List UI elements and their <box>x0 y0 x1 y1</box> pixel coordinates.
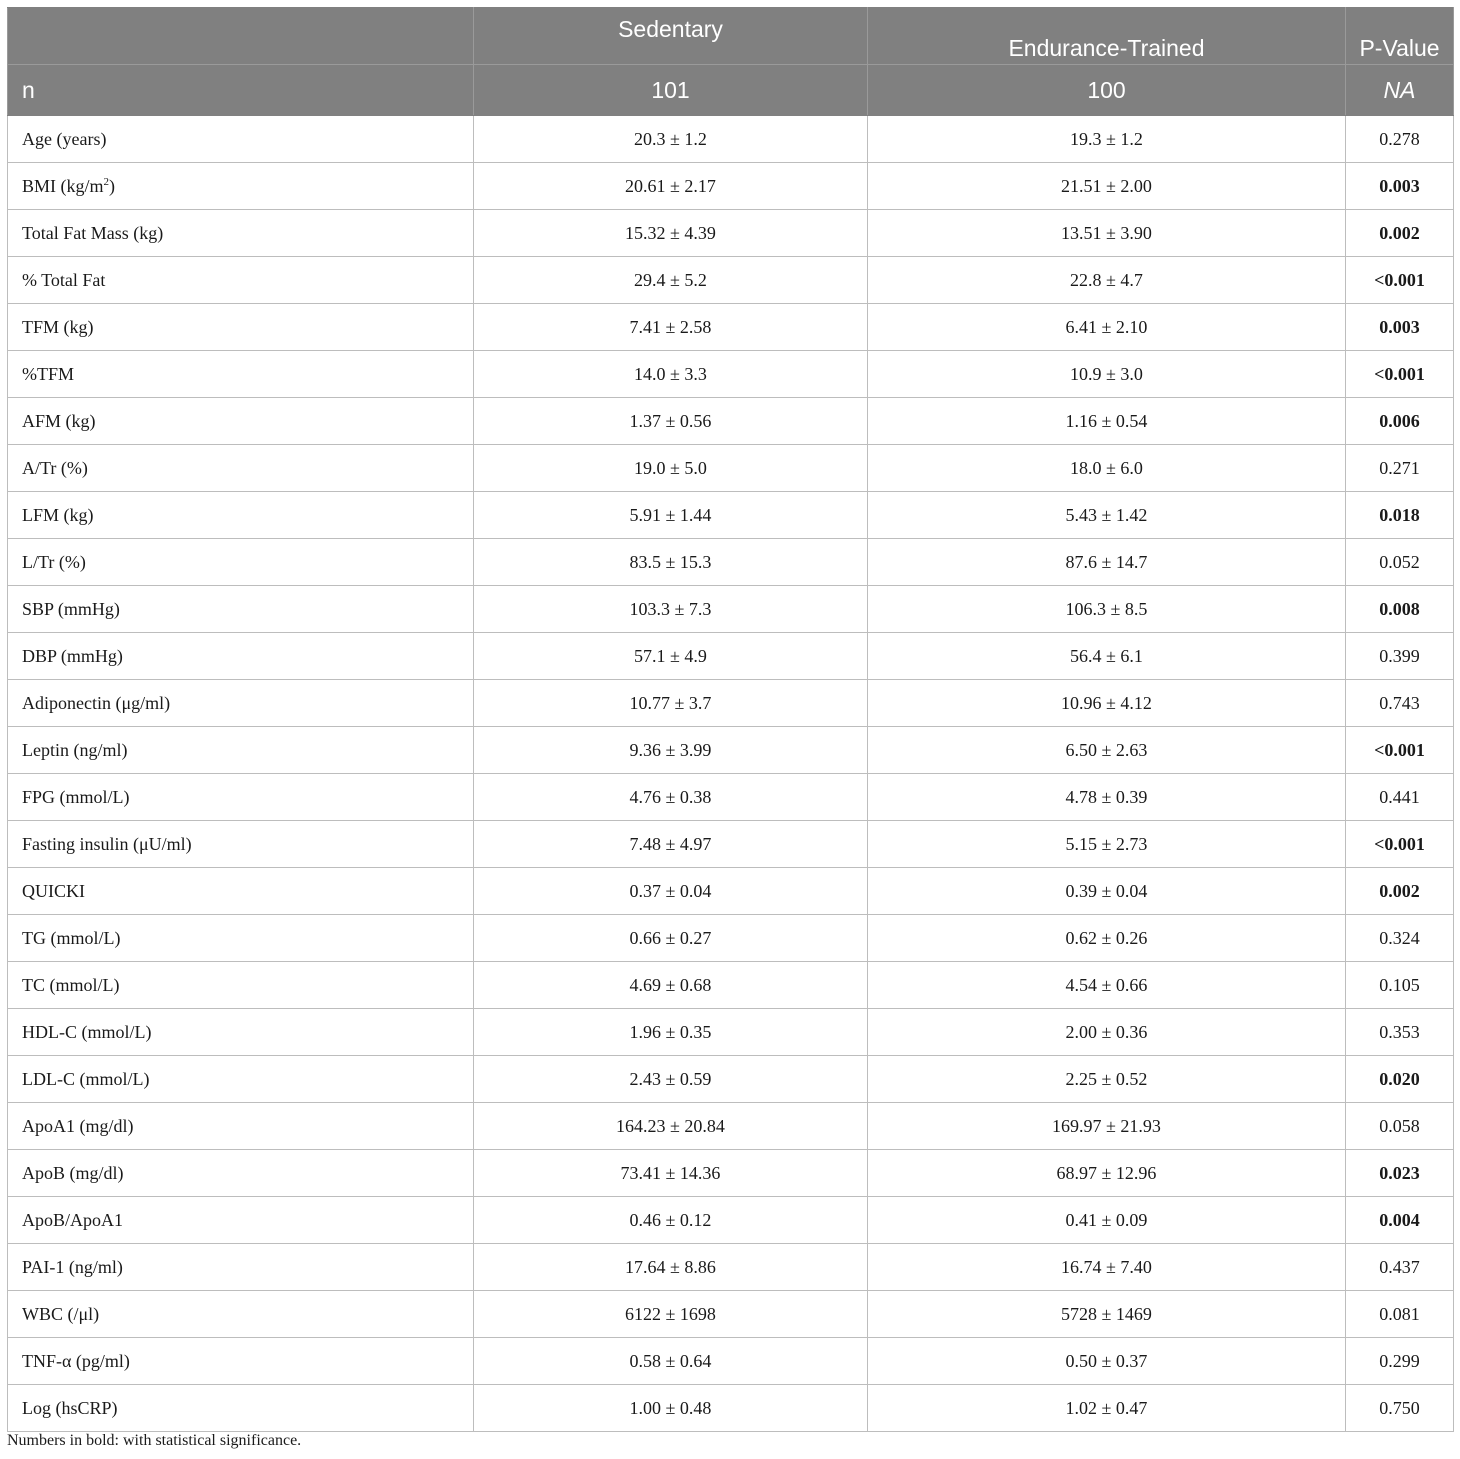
row-label <box>8 727 474 774</box>
p-value: <0.001 <box>1346 821 1454 868</box>
row-label-text: PAI-1 (ng/ml) <box>22 1256 123 1277</box>
row-label-text: FPG (mmol/L) <box>22 786 130 807</box>
endurance-trained-value: 22.8 ± 4.7 <box>868 257 1346 304</box>
sedentary-value: 10.77 ± 3.7 <box>474 680 868 727</box>
row-label-text: A/Tr (%) <box>22 457 88 478</box>
data-table-container <box>7 7 1453 1432</box>
table-row <box>8 398 1454 445</box>
row-label <box>8 1291 474 1338</box>
endurance-trained-value: 21.51 ± 2.00 <box>868 163 1346 210</box>
sedentary-value: 103.3 ± 7.3 <box>474 586 868 633</box>
row-label <box>8 539 474 586</box>
header-p-value: P-Value <box>1346 8 1454 65</box>
table-row <box>8 1291 1454 1338</box>
row-label <box>8 257 474 304</box>
p-value: 0.002 <box>1346 210 1454 257</box>
endurance-trained-value: 0.50 ± 0.37 <box>868 1338 1346 1385</box>
sedentary-value: 0.66 ± 0.27 <box>474 915 868 962</box>
endurance-trained-value: 5.43 ± 1.42 <box>868 492 1346 539</box>
table-row <box>8 492 1454 539</box>
endurance-trained-value: 1.16 ± 0.54 <box>868 398 1346 445</box>
row-label-text: Leptin (ng/ml) <box>22 739 128 760</box>
sedentary-value: 4.76 ± 0.38 <box>474 774 868 821</box>
table-row <box>8 1197 1454 1244</box>
sedentary-value: 19.0 ± 5.0 <box>474 445 868 492</box>
row-label-text: LFM (kg) <box>22 504 94 525</box>
row-label-text: QUICKI <box>22 880 85 901</box>
row-label <box>8 1338 474 1385</box>
row-label-text: TNF-α (pg/ml) <box>22 1350 130 1371</box>
p-value: 0.002 <box>1346 868 1454 915</box>
p-value: 0.023 <box>1346 1150 1454 1197</box>
table-row <box>8 1338 1454 1385</box>
row-label <box>8 1103 474 1150</box>
row-label-text: ApoA1 (mg/dl) <box>22 1115 134 1136</box>
table-row <box>8 680 1454 727</box>
row-label <box>8 1009 474 1056</box>
endurance-trained-value: 5728 ± 1469 <box>868 1291 1346 1338</box>
row-label-text: %TFM <box>22 363 75 384</box>
n-p-value: NA <box>1346 65 1454 116</box>
comparison-table <box>7 7 1454 1432</box>
table-row <box>8 868 1454 915</box>
sedentary-value: 5.91 ± 1.44 <box>474 492 868 539</box>
p-value: 0.058 <box>1346 1103 1454 1150</box>
n-label: n <box>8 65 474 116</box>
sedentary-value: 0.58 ± 0.64 <box>474 1338 868 1385</box>
p-value: 0.105 <box>1346 962 1454 1009</box>
sedentary-value: 9.36 ± 3.99 <box>474 727 868 774</box>
sedentary-value: 1.00 ± 0.48 <box>474 1385 868 1432</box>
table-row <box>8 586 1454 633</box>
row-label-text: BMI (kg/m <box>22 175 104 196</box>
table-row <box>8 774 1454 821</box>
p-value: 0.008 <box>1346 586 1454 633</box>
row-label <box>8 633 474 680</box>
row-label-text: HDL-C (mmol/L) <box>22 1021 152 1042</box>
table-row <box>8 1150 1454 1197</box>
sedentary-value: 7.48 ± 4.97 <box>474 821 868 868</box>
endurance-trained-value: 87.6 ± 14.7 <box>868 539 1346 586</box>
table-row <box>8 116 1454 163</box>
table-body <box>8 116 1454 1432</box>
p-value: 0.750 <box>1346 1385 1454 1432</box>
p-value: 0.003 <box>1346 163 1454 210</box>
sedentary-value: 0.46 ± 0.12 <box>474 1197 868 1244</box>
endurance-trained-value: 0.41 ± 0.09 <box>868 1197 1346 1244</box>
row-label <box>8 445 474 492</box>
row-label <box>8 680 474 727</box>
row-label <box>8 1056 474 1103</box>
table-row <box>8 257 1454 304</box>
row-label-text: SBP (mmHg) <box>22 598 120 619</box>
sedentary-value: 29.4 ± 5.2 <box>474 257 868 304</box>
endurance-trained-value: 2.25 ± 0.52 <box>868 1056 1346 1103</box>
sedentary-value: 15.32 ± 4.39 <box>474 210 868 257</box>
row-label <box>8 774 474 821</box>
sedentary-value: 0.37 ± 0.04 <box>474 868 868 915</box>
endurance-trained-value: 5.15 ± 2.73 <box>868 821 1346 868</box>
endurance-trained-value: 4.54 ± 0.66 <box>868 962 1346 1009</box>
row-label <box>8 398 474 445</box>
p-value: 0.020 <box>1346 1056 1454 1103</box>
row-label-text: TFM (kg) <box>22 316 94 337</box>
header-sedentary: Sedentary <box>474 8 868 65</box>
row-label <box>8 962 474 1009</box>
sedentary-value: 1.96 ± 0.35 <box>474 1009 868 1056</box>
table-row <box>8 727 1454 774</box>
row-label-text: TC (mmol/L) <box>22 974 120 995</box>
table-row <box>8 539 1454 586</box>
sedentary-value: 14.0 ± 3.3 <box>474 351 868 398</box>
p-value: 0.399 <box>1346 633 1454 680</box>
n-row <box>8 65 1454 116</box>
endurance-trained-value: 18.0 ± 6.0 <box>868 445 1346 492</box>
row-label-text: DBP (mmHg) <box>22 645 123 666</box>
sedentary-value: 20.3 ± 1.2 <box>474 116 868 163</box>
header-row <box>8 8 1454 65</box>
sedentary-value: 164.23 ± 20.84 <box>474 1103 868 1150</box>
endurance-trained-value: 6.50 ± 2.63 <box>868 727 1346 774</box>
row-label <box>8 1385 474 1432</box>
sedentary-value: 2.43 ± 0.59 <box>474 1056 868 1103</box>
p-value: 0.081 <box>1346 1291 1454 1338</box>
endurance-trained-value: 2.00 ± 0.36 <box>868 1009 1346 1056</box>
row-label-text: Fasting insulin (μU/ml) <box>22 833 192 854</box>
table-row <box>8 163 1454 210</box>
p-value: 0.299 <box>1346 1338 1454 1385</box>
p-value: <0.001 <box>1346 257 1454 304</box>
row-label <box>8 210 474 257</box>
sedentary-value: 6122 ± 1698 <box>474 1291 868 1338</box>
table-row <box>8 445 1454 492</box>
row-label <box>8 1244 474 1291</box>
sedentary-value: 57.1 ± 4.9 <box>474 633 868 680</box>
table-header <box>8 8 1454 116</box>
row-label-text: Total Fat Mass (kg) <box>22 222 164 243</box>
table-row <box>8 304 1454 351</box>
table-row <box>8 962 1454 1009</box>
n-endurance-trained: 100 <box>868 65 1346 116</box>
row-label <box>8 1197 474 1244</box>
p-value: 0.437 <box>1346 1244 1454 1291</box>
endurance-trained-value: 0.62 ± 0.26 <box>868 915 1346 962</box>
endurance-trained-value: 4.78 ± 0.39 <box>868 774 1346 821</box>
row-label-text: L/Tr (%) <box>22 551 86 572</box>
endurance-trained-value: 169.97 ± 21.93 <box>868 1103 1346 1150</box>
table-row <box>8 915 1454 962</box>
sedentary-value: 1.37 ± 0.56 <box>474 398 868 445</box>
endurance-trained-value: 10.9 ± 3.0 <box>868 351 1346 398</box>
row-label <box>8 868 474 915</box>
endurance-trained-value: 1.02 ± 0.47 <box>868 1385 1346 1432</box>
row-label-text: TG (mmol/L) <box>22 927 121 948</box>
sedentary-value: 20.61 ± 2.17 <box>474 163 868 210</box>
table-row <box>8 210 1454 257</box>
sedentary-value: 17.64 ± 8.86 <box>474 1244 868 1291</box>
row-label-text: Log (hsCRP) <box>22 1397 118 1418</box>
sedentary-value: 4.69 ± 0.68 <box>474 962 868 1009</box>
p-value: 0.278 <box>1346 116 1454 163</box>
table-row <box>8 351 1454 398</box>
sedentary-value: 7.41 ± 2.58 <box>474 304 868 351</box>
p-value: 0.004 <box>1346 1197 1454 1244</box>
row-label-text: Age (years) <box>22 128 107 149</box>
table-row <box>8 1103 1454 1150</box>
row-label-text: ApoB (mg/dl) <box>22 1162 124 1183</box>
p-value: 0.324 <box>1346 915 1454 962</box>
row-label <box>8 492 474 539</box>
table-footnote: Numbers in bold: with statistical significance. <box>7 1432 302 1449</box>
p-value: 0.052 <box>1346 539 1454 586</box>
table-row <box>8 821 1454 868</box>
row-label-text: LDL-C (mmol/L) <box>22 1068 150 1089</box>
p-value: 0.743 <box>1346 680 1454 727</box>
row-label-suffix: ) <box>109 175 116 196</box>
table-row <box>8 1056 1454 1103</box>
endurance-trained-value: 10.96 ± 4.12 <box>868 680 1346 727</box>
p-value: 0.006 <box>1346 398 1454 445</box>
row-label-text: % Total Fat <box>22 269 106 290</box>
row-label-text: AFM (kg) <box>22 410 96 431</box>
table-row <box>8 1009 1454 1056</box>
sedentary-value: 73.41 ± 14.36 <box>474 1150 868 1197</box>
row-label <box>8 116 474 163</box>
table-row <box>8 1385 1454 1432</box>
endurance-trained-value: 13.51 ± 3.90 <box>868 210 1346 257</box>
p-value: 0.271 <box>1346 445 1454 492</box>
table-row <box>8 1244 1454 1291</box>
p-value: <0.001 <box>1346 351 1454 398</box>
p-value: 0.018 <box>1346 492 1454 539</box>
row-label <box>8 304 474 351</box>
row-label <box>8 351 474 398</box>
row-label-superscript: 2 <box>103 175 110 188</box>
row-label <box>8 915 474 962</box>
endurance-trained-value: 0.39 ± 0.04 <box>868 868 1346 915</box>
row-label <box>8 586 474 633</box>
p-value: <0.001 <box>1346 727 1454 774</box>
table-row <box>8 633 1454 680</box>
row-label-text: Adiponectin (μg/ml) <box>22 692 171 713</box>
endurance-trained-value: 19.3 ± 1.2 <box>868 116 1346 163</box>
header-endurance-trained: Endurance-Trained <box>868 8 1346 65</box>
p-value: 0.003 <box>1346 304 1454 351</box>
endurance-trained-value: 16.74 ± 7.40 <box>868 1244 1346 1291</box>
row-label-text: ApoB/ApoA1 <box>22 1209 124 1230</box>
row-label <box>8 163 474 210</box>
p-value: 0.441 <box>1346 774 1454 821</box>
sedentary-value: 83.5 ± 15.3 <box>474 539 868 586</box>
endurance-trained-value: 106.3 ± 8.5 <box>868 586 1346 633</box>
row-label <box>8 1150 474 1197</box>
row-label-text: WBC (/μl) <box>22 1303 100 1324</box>
header-label-cell <box>8 8 474 65</box>
endurance-trained-value: 6.41 ± 2.10 <box>868 304 1346 351</box>
endurance-trained-value: 68.97 ± 12.96 <box>868 1150 1346 1197</box>
row-label <box>8 821 474 868</box>
n-sedentary: 101 <box>474 65 868 116</box>
endurance-trained-value: 56.4 ± 6.1 <box>868 633 1346 680</box>
p-value: 0.353 <box>1346 1009 1454 1056</box>
